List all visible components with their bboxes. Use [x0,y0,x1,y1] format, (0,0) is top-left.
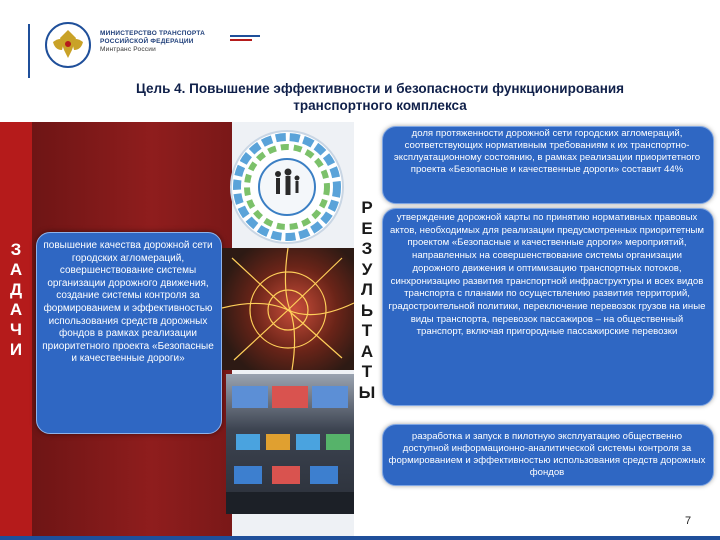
tasks-letter: З [10,240,22,259]
tasks-vertical-label [4,240,28,360]
title-line2: транспортного комплекса [293,98,467,113]
result-text-3: разработка и запуск в пилотную эксплуатацию общественно доступной информационно-аналитической системы контроля за формированием и эффективностью использования средств дорожных фондов [388,431,706,478]
ministry-line2: РОССИЙСКОЙ ФЕДЕРАЦИИ [100,38,194,45]
ministry-name [100,30,205,54]
city-road-network-map [222,248,354,370]
results-letter: А [360,341,374,361]
road-safety-circle-image [228,128,346,246]
page-title [60,80,700,114]
results-letter: Т [361,362,373,381]
header-divider [28,24,30,78]
results-letter: У [361,259,373,279]
result-text-1: доля протяженности дорожной сети городских агломераций, соответствующих нормативным требованиям к их транспортно-эксплуатационному состоянию, в рамках реализации приоритетного проекта «Безопасные и качественные дороги» составит 44% [393,128,701,175]
results-letter: Р [361,198,373,217]
tasks-letter: И [9,340,23,359]
tasks-letter: А [9,260,23,279]
coat-of-arms-icon [43,20,93,70]
results-letter: Е [361,218,373,238]
header [0,0,720,80]
tasks-letter: Ч [10,320,22,339]
page-number: 7 [684,515,692,527]
results-vertical-label [355,198,379,403]
header-decoration [230,34,360,44]
footer-line [0,536,720,540]
results-letter: Ь [360,300,374,320]
results-letter: Т [361,321,373,340]
title-line1: Цель 4. Повышение эффективности и безопасности функционирования [135,81,625,96]
ministry-line3: Минтранс России [100,46,156,53]
ministry-line1: МИНИСТЕРСТВО ТРАНСПОРТА [100,30,206,37]
results-letter: Ы [358,382,376,402]
traffic-control-center-photo [226,374,354,514]
task-text: повышение качества дорожной сети городских агломераций, совершенствование системы организации дорожного движения, создание системы контроля за формированием и эффективностью использования средств дорожных фондов в рамках реализации приоритетного проекта «Безопасные и качественные дороги» [42,240,214,365]
tasks-letter: Д [9,280,23,299]
tasks-letter: А [9,300,23,319]
results-letter: З [361,239,373,258]
results-letter: Л [361,280,373,299]
result-text-2: утверждение дорожной карты по принятию нормативных правовых актов, необходимых для реализации предусмотренных приоритетным проектом «Безопасные и качественные дороги» мероприятий, направленных на совершенствование системы организации дорожного движения и оптимизацию транспортных потоков, синхронизацию развития транспортной инфраструктуры и всех видов транспорта с планами по осуществлению развития территорий, градостроительной политики, переключение перевозок грузов на иные виды транспорта, перевозок пассажиров – на общественный транспорт, включая пригородные пассажирские перевозки [388,212,706,338]
